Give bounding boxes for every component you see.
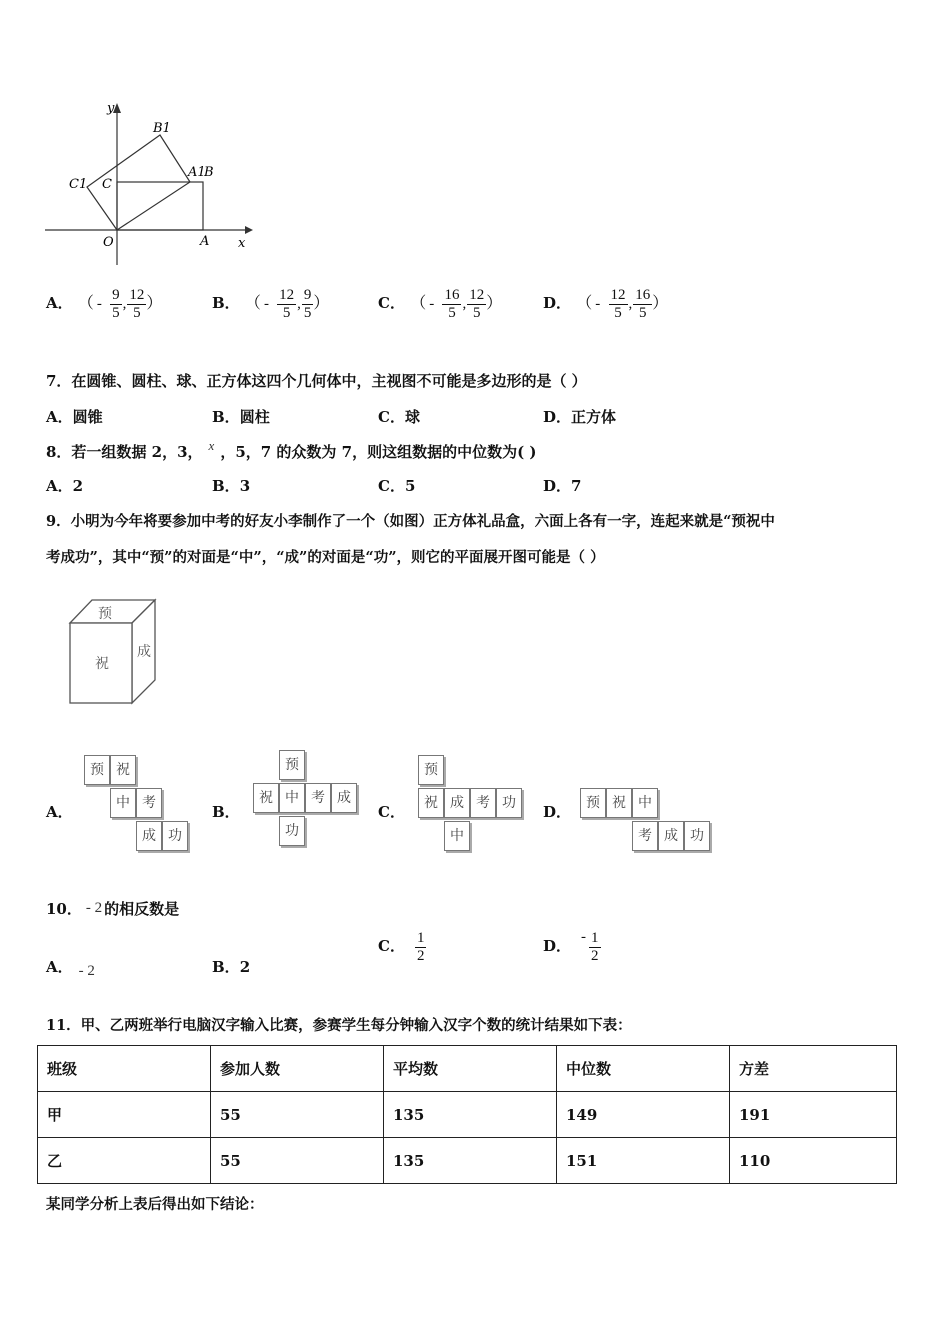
table-cell: 151 [557, 1138, 730, 1184]
q6-option-d[interactable]: D． （ - $\frac{12}{5}$ , $\frac{16}{5}$ ） [543, 287, 669, 321]
option-label: A． [46, 958, 73, 976]
option-label: C． [378, 477, 405, 495]
table-header-cell: 方差 [730, 1046, 897, 1092]
denominator: 5 [614, 304, 622, 321]
option-label: B． [212, 477, 240, 495]
net-cell: 中 [279, 783, 305, 813]
option-label: C． [378, 294, 405, 312]
net-cell: 成 [331, 783, 357, 813]
minus-sign: - [263, 296, 269, 312]
denominator: 5 [133, 304, 141, 321]
option-label: A． [46, 477, 73, 495]
minus-sign: - [581, 929, 587, 945]
table-row [38, 1092, 897, 1138]
option-text: 圆柱 [239, 408, 270, 426]
q9-option-d-label[interactable]: D． [543, 803, 572, 821]
q6-option-a[interactable]: A． （ - $\frac{9}{5}$ , $\frac{12}{5}$ ） [46, 287, 163, 321]
q9-net-d[interactable] [580, 788, 720, 858]
net-cell: 功 [162, 821, 188, 851]
coordinate-figure [40, 95, 260, 270]
table-cell: 55 [211, 1092, 384, 1138]
numerator: 9 [303, 287, 312, 303]
option-label: C． [378, 408, 405, 426]
net-cell: 祝 [253, 783, 279, 813]
q10-option-d[interactable] [543, 930, 601, 964]
option-text: 5 [404, 477, 416, 495]
table-cell: 乙 [38, 1138, 211, 1184]
denominator: 5 [112, 304, 120, 321]
net-cell: 考 [470, 788, 496, 818]
q11-after-text: 某同学分析上表后得出如下结论： [46, 1196, 264, 1213]
point-b1-label: B1 [153, 121, 171, 136]
numerator: 9 [112, 287, 120, 303]
q8-text-after: ，5，7 的众数为 7，则这组数据的中位数为( ) [220, 443, 537, 461]
table-cell: 191 [730, 1092, 897, 1138]
option-label: D． [543, 937, 572, 955]
net-cell: 考 [305, 783, 331, 813]
q9-option-a-label[interactable]: A． [46, 803, 73, 821]
denominator: 5 [639, 304, 647, 321]
point-c-label: C [102, 177, 112, 192]
q8-text-before: 8．若一组数据 2，3， [46, 443, 203, 461]
q9-text-line1: 9．小明为今年将要参加中考的好友小李制作了一个（如图）正方体礼品盒，六面上各有一字，连起来就是“预祝中 [46, 513, 775, 530]
point-a1-label: A1 [188, 165, 206, 180]
q7-option-a[interactable] [46, 406, 103, 427]
net-cell: 中 [110, 788, 136, 818]
net-cell: 预 [418, 755, 444, 785]
option-label: D． [543, 408, 572, 426]
q8-text [46, 438, 537, 462]
net-cell: 预 [84, 755, 110, 785]
minus-sign: - [595, 296, 601, 312]
q7-option-b[interactable] [212, 406, 270, 427]
q10-option-a[interactable] [46, 956, 95, 977]
q9-text-line2: 考成功”，其中“预”的对面是“中”，“成”的对面是“功”，则它的平面展开图可能是（ ） [46, 549, 605, 566]
net-cell: 祝 [418, 788, 444, 818]
table-cell: 135 [384, 1138, 557, 1184]
q7-option-d[interactable] [543, 406, 616, 427]
cube-side-char: 成 [137, 644, 151, 660]
denominator: 2 [591, 947, 599, 964]
option-label: B． [212, 294, 240, 312]
option-text: 3 [239, 477, 251, 495]
table-header-row [38, 1046, 897, 1092]
q9-option-c-label[interactable]: C． [378, 803, 405, 821]
point-a-label: A [200, 234, 210, 249]
numerator: 16 [635, 287, 651, 303]
numerator: 1 [416, 930, 425, 946]
numerator: 1 [591, 930, 599, 946]
numerator: 12 [469, 287, 485, 303]
q7-text: 7．在圆锥、圆柱、球、正方体这四个几何体中，主视图不可能是多边形的是（ ） [46, 372, 587, 390]
option-text: 球 [404, 408, 420, 426]
net-cell: 成 [136, 821, 162, 851]
q10-question: 的相反数是 [104, 900, 180, 918]
q9-net-c[interactable] [418, 755, 528, 855]
denominator: 5 [282, 304, 291, 321]
numerator: 12 [279, 287, 295, 303]
q10-option-c[interactable] [378, 930, 426, 964]
net-cell: 成 [444, 788, 470, 818]
option-text: 2 [72, 477, 84, 495]
denominator: 5 [303, 304, 312, 321]
cube-top-char: 预 [98, 606, 112, 622]
option-text: 圆锥 [72, 408, 103, 426]
q8-option-d[interactable] [543, 475, 581, 496]
net-cell: 预 [279, 750, 305, 780]
denominator: 5 [448, 304, 456, 321]
option-label: B． [212, 408, 240, 426]
cube-front-char: 祝 [95, 656, 109, 672]
minus-sign: - [96, 296, 102, 312]
option-label: A． [46, 408, 73, 426]
q7-option-c[interactable] [378, 406, 420, 427]
table-row [38, 1138, 897, 1184]
table-header-cell: 班级 [38, 1046, 211, 1092]
numerator: 12 [610, 287, 626, 303]
option-label: A． [46, 294, 73, 312]
option-label: B． [212, 958, 240, 976]
q6-option-c[interactable]: C． （ - $\frac{16}{5}$ , $\frac{12}{5}$ ） [378, 287, 503, 321]
net-cell: 功 [279, 816, 305, 846]
q8-option-a[interactable] [46, 475, 83, 496]
option-text: 正方体 [571, 408, 617, 426]
table-cell: 55 [211, 1138, 384, 1184]
net-cell: 预 [580, 788, 606, 818]
net-cell: 功 [684, 821, 710, 851]
q10-text [46, 898, 179, 919]
table-cell: 135 [384, 1092, 557, 1138]
net-cell: 成 [658, 821, 684, 851]
option-label: C． [378, 937, 405, 955]
q10-value: - 2 [85, 900, 103, 916]
point-b-label: B [204, 165, 214, 180]
q8-variable: x [208, 438, 215, 453]
q9-option-b-label[interactable]: B． [212, 803, 240, 821]
minus-sign: - [429, 296, 435, 312]
net-cell: 中 [632, 788, 658, 818]
table-header-cell: 平均数 [384, 1046, 557, 1092]
q11-text: 11．甲、乙两班举行电脑汉字输入比赛，参赛学生每分钟输入汉字个数的统计结果如下表： [46, 1017, 632, 1034]
net-cell: 中 [444, 821, 470, 851]
denominator: 2 [416, 947, 425, 964]
q8-option-b[interactable] [212, 475, 250, 496]
point-c1-label: C1 [69, 177, 88, 192]
origin-label: O [103, 235, 114, 250]
q6-option-b[interactable]: B． （ - $\frac{12}{5}$ , $\frac{9}{5}$ ） [212, 287, 330, 321]
x-axis-label: x [238, 236, 246, 251]
q9-net-b[interactable] [253, 750, 363, 855]
option-label: D． [543, 477, 572, 495]
stats-table [37, 1045, 897, 1184]
table-header-cell: 中位数 [557, 1046, 730, 1092]
net-cell: 考 [136, 788, 162, 818]
table-cell: 149 [557, 1092, 730, 1138]
option-text: 2 [239, 958, 251, 976]
net-cell: 祝 [110, 755, 136, 785]
numerator: 16 [444, 287, 460, 303]
table-cell: 甲 [38, 1092, 211, 1138]
net-cell: 考 [632, 821, 658, 851]
cube-figure [62, 595, 167, 710]
option-text: 7 [571, 477, 582, 495]
option-label: D． [543, 294, 572, 312]
table-header-cell: 参加人数 [211, 1046, 384, 1092]
table-cell: 110 [730, 1138, 897, 1184]
q8-option-c[interactable] [378, 475, 415, 496]
denominator: 5 [472, 304, 481, 321]
y-axis-label: y [107, 101, 115, 116]
net-cell: 功 [496, 788, 522, 818]
net-cell: 祝 [606, 788, 632, 818]
q9-net-a[interactable] [84, 755, 194, 855]
option-text: - 2 [78, 963, 95, 979]
numerator: 12 [129, 287, 145, 303]
q10-number: 10． [46, 900, 82, 918]
q10-option-b[interactable] [212, 956, 250, 977]
